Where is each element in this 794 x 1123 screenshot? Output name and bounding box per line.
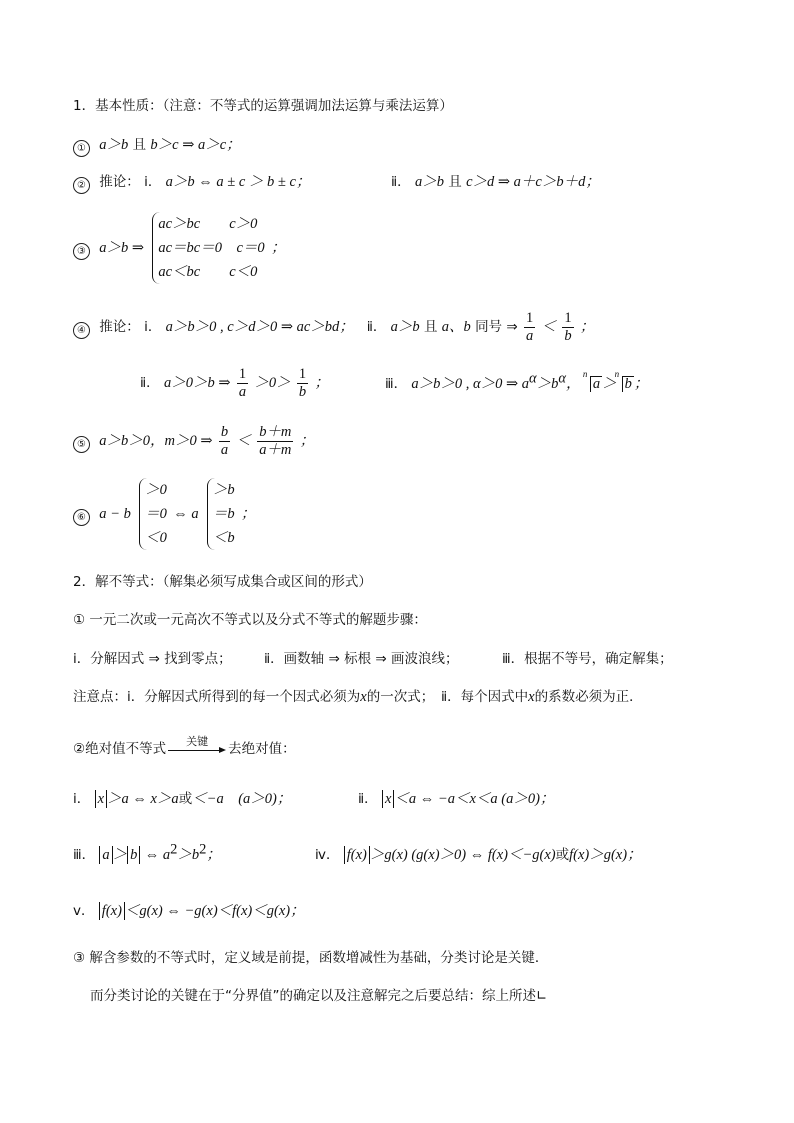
label: 推论： xyxy=(99,319,140,336)
arrow-label: 关键 xyxy=(186,735,209,748)
radicand: b xyxy=(622,376,634,392)
case-brace xyxy=(139,478,167,550)
formula: a＞b＞0 , c＞d＞0 ⇒ ac＞bd； xyxy=(165,319,354,336)
item-number: ④ xyxy=(73,322,90,339)
numerator: b xyxy=(220,424,229,440)
roman-numeral: ⅱ． xyxy=(366,319,387,336)
formula: a＞b＞0 , α＞0 ⇒ a xyxy=(411,376,530,392)
formula: a＞b xyxy=(390,319,420,336)
fraction xyxy=(524,310,535,344)
absolute-value: f(x) xyxy=(344,846,370,864)
numerator: b＋m xyxy=(259,424,292,440)
fraction xyxy=(297,366,308,400)
property-2 xyxy=(73,175,310,194)
operator: ＞0＞ xyxy=(254,375,291,392)
property-4-ii xyxy=(140,366,329,400)
punctuation: ； xyxy=(314,375,329,392)
formula: a＞b ⇒ xyxy=(99,240,145,256)
item-number: ⑤ xyxy=(73,436,90,453)
property-4 xyxy=(73,310,594,344)
section-1-heading: 1．基本性质：（注意：不等式的运算强调加法运算与乘法运算） xyxy=(73,98,453,114)
denominator: b xyxy=(298,383,307,400)
roman-numeral: ⅱ． xyxy=(391,174,411,190)
formula: ＞g(x) (g(x)＞0) ⇔ f(x)＜−g(x) xyxy=(369,847,556,863)
property-2-ii xyxy=(391,175,600,190)
operator: ＞ xyxy=(602,376,617,392)
text: 的一次式； ⅱ．每个因式中 xyxy=(366,689,529,705)
case-brace xyxy=(152,212,264,284)
root-index: n xyxy=(614,369,620,379)
abs-case-ii xyxy=(358,792,554,807)
text: 且 xyxy=(423,319,438,336)
note-line xyxy=(73,690,643,705)
abs-case-i xyxy=(73,792,291,807)
punctuation: ； xyxy=(579,319,595,336)
text: 同号 ⇒ xyxy=(475,319,518,336)
denominator: a xyxy=(220,441,229,458)
property-1 xyxy=(73,138,241,157)
formula: ＞b xyxy=(536,376,559,392)
punctuation: ； xyxy=(270,240,286,256)
case-row: ac＞bc c＞0 xyxy=(158,216,258,232)
case-brace xyxy=(207,478,235,550)
item-number: ⑥ xyxy=(73,509,90,526)
case-row: ac＝bc＝0 c＝0 xyxy=(158,240,265,256)
formula: ⇔ a xyxy=(144,847,171,863)
nth-root xyxy=(582,369,602,392)
formula: a＞b ⇔ a ± c ＞ b ± c； xyxy=(165,174,311,190)
nth-root xyxy=(614,369,634,392)
formula: a＞b xyxy=(414,174,444,190)
absolute-value: x xyxy=(382,790,394,808)
text: 或 xyxy=(555,847,570,863)
text: 或 xyxy=(178,791,193,807)
absolute-value-heading xyxy=(73,735,296,760)
roman-numeral: ⅴ． xyxy=(73,903,95,919)
property-6 xyxy=(73,478,255,550)
variable: x xyxy=(360,689,367,705)
item-number: ③ xyxy=(73,243,90,260)
roman-numeral: ⅱ． xyxy=(140,375,160,392)
step-ii: ⅱ．画数轴 ⇒ 标根 ⇒ 画波浪线； xyxy=(264,651,459,667)
section-2-heading: 2．解不等式：（解集必须写成集合或区间的形式） xyxy=(73,574,372,590)
formula: ＞a ⇔ x＞a xyxy=(107,791,179,807)
absolute-value: b xyxy=(127,846,140,864)
roman-numeral: ⅰ． xyxy=(144,319,162,336)
formula: a、b xyxy=(441,319,471,336)
root-index: n xyxy=(582,369,588,379)
roman-numeral: ⅰ． xyxy=(73,791,91,807)
text: 去绝对值： xyxy=(228,741,296,757)
case-row: ＜0 xyxy=(145,530,167,546)
abs-case-v xyxy=(73,904,305,919)
roman-numeral: ⅲ． xyxy=(385,376,408,392)
formula: ＜−a (a＞0)； xyxy=(192,791,292,807)
case-row: ＝0 xyxy=(145,506,167,522)
abs-case-iv xyxy=(315,848,642,863)
absolute-value: f(x) xyxy=(99,902,125,920)
radicand: a xyxy=(590,376,602,392)
denominator: a xyxy=(525,327,534,344)
roman-numeral: ⅲ． xyxy=(73,847,96,863)
roman-numeral: ⅱ． xyxy=(358,791,378,807)
formula: a＞b xyxy=(99,137,129,153)
parameter-note: ③ 解含参数的不等式时，定义域是前提，函数增减性为基础，分类讨论是关键． xyxy=(73,950,549,966)
formula: a − b xyxy=(99,506,131,522)
roman-numeral: ⅳ． xyxy=(315,847,340,863)
formula: ＜g(x) ⇔ −g(x)＜f(x)＜g(x)； xyxy=(124,903,305,919)
operator: ＜ xyxy=(236,433,251,450)
punctuation: ， xyxy=(566,376,581,392)
numerator: 1 xyxy=(525,310,534,326)
formula: a＞0＞b ⇒ xyxy=(163,375,231,392)
punctuation: ； xyxy=(299,433,315,450)
exponent: 2 xyxy=(170,841,178,858)
operator: ＞ xyxy=(112,847,128,863)
case-row: ＞0 xyxy=(145,482,167,498)
denominator: a＋m xyxy=(259,441,292,458)
operator: ＜ xyxy=(541,319,557,336)
property-4-iii xyxy=(385,369,649,392)
absolute-value: a xyxy=(99,846,112,864)
text: 注意点：ⅰ．分解因式所得到的每一个因式必须为 xyxy=(73,689,361,705)
item-number: ① xyxy=(73,140,90,157)
absolute-value: x xyxy=(95,790,107,808)
property-3 xyxy=(73,212,285,284)
property-5 xyxy=(73,424,314,458)
case-row: ＜b xyxy=(212,530,235,546)
text: 且 xyxy=(448,174,462,190)
numerator: 1 xyxy=(298,366,307,382)
item-number: ② xyxy=(73,177,90,194)
right-arrow-icon xyxy=(168,750,220,751)
formula: ＞b xyxy=(177,847,200,863)
fraction xyxy=(257,424,293,458)
label: 推论： xyxy=(99,174,140,190)
text: 且 xyxy=(132,137,147,153)
step-i: ⅰ．分解因式 ⇒ 找到零点； xyxy=(73,651,232,667)
exponent: α xyxy=(529,370,537,387)
denominator: b xyxy=(564,327,572,344)
item-number: ② xyxy=(73,741,86,757)
formula: ＜a ⇔ −a＜x＜a (a＞0)； xyxy=(394,791,555,807)
variable: x xyxy=(528,689,535,705)
step-iii: ⅲ．根据不等号，确定解集； xyxy=(502,651,673,667)
exponent: α xyxy=(558,370,567,387)
numerator: 1 xyxy=(564,310,572,326)
formula: a＞b＞0，m＞0 ⇒ xyxy=(99,433,213,450)
formula: b＞c ⇒ a＞c； xyxy=(150,137,241,153)
formula: f(x)＞g(x)； xyxy=(569,847,642,863)
roman-numeral: ⅰ． xyxy=(144,174,162,190)
case-row: ＝b xyxy=(212,506,235,522)
case-row: ＞b xyxy=(212,482,235,498)
formula: c＞d ⇒ a＋c＞b＋d； xyxy=(466,174,600,190)
fraction xyxy=(562,310,573,344)
exponent: 2 xyxy=(199,841,207,858)
numerator: 1 xyxy=(238,366,247,382)
summary-note: 而分类讨论的关键在于“分界值”的确定以及注意解完之后要总结：综上所述∟ xyxy=(90,988,548,1004)
abs-case-iii xyxy=(73,841,221,863)
solving-steps-intro: ① 一元二次或一元高次不等式以及分式不等式的解题步骤： xyxy=(73,612,427,628)
punctuation: ； xyxy=(240,506,256,522)
case-row: ac＜bc c＜0 xyxy=(158,264,258,280)
punctuation: ； xyxy=(206,847,221,863)
fraction xyxy=(219,424,230,458)
fraction xyxy=(237,366,248,400)
text: 绝对值不等式 xyxy=(85,741,167,757)
denominator: a xyxy=(238,383,247,400)
formula: ⇔ a xyxy=(173,506,199,522)
key-arrow xyxy=(168,735,226,760)
text: 的系数必须为正． xyxy=(534,689,643,705)
punctuation: ； xyxy=(633,376,649,392)
